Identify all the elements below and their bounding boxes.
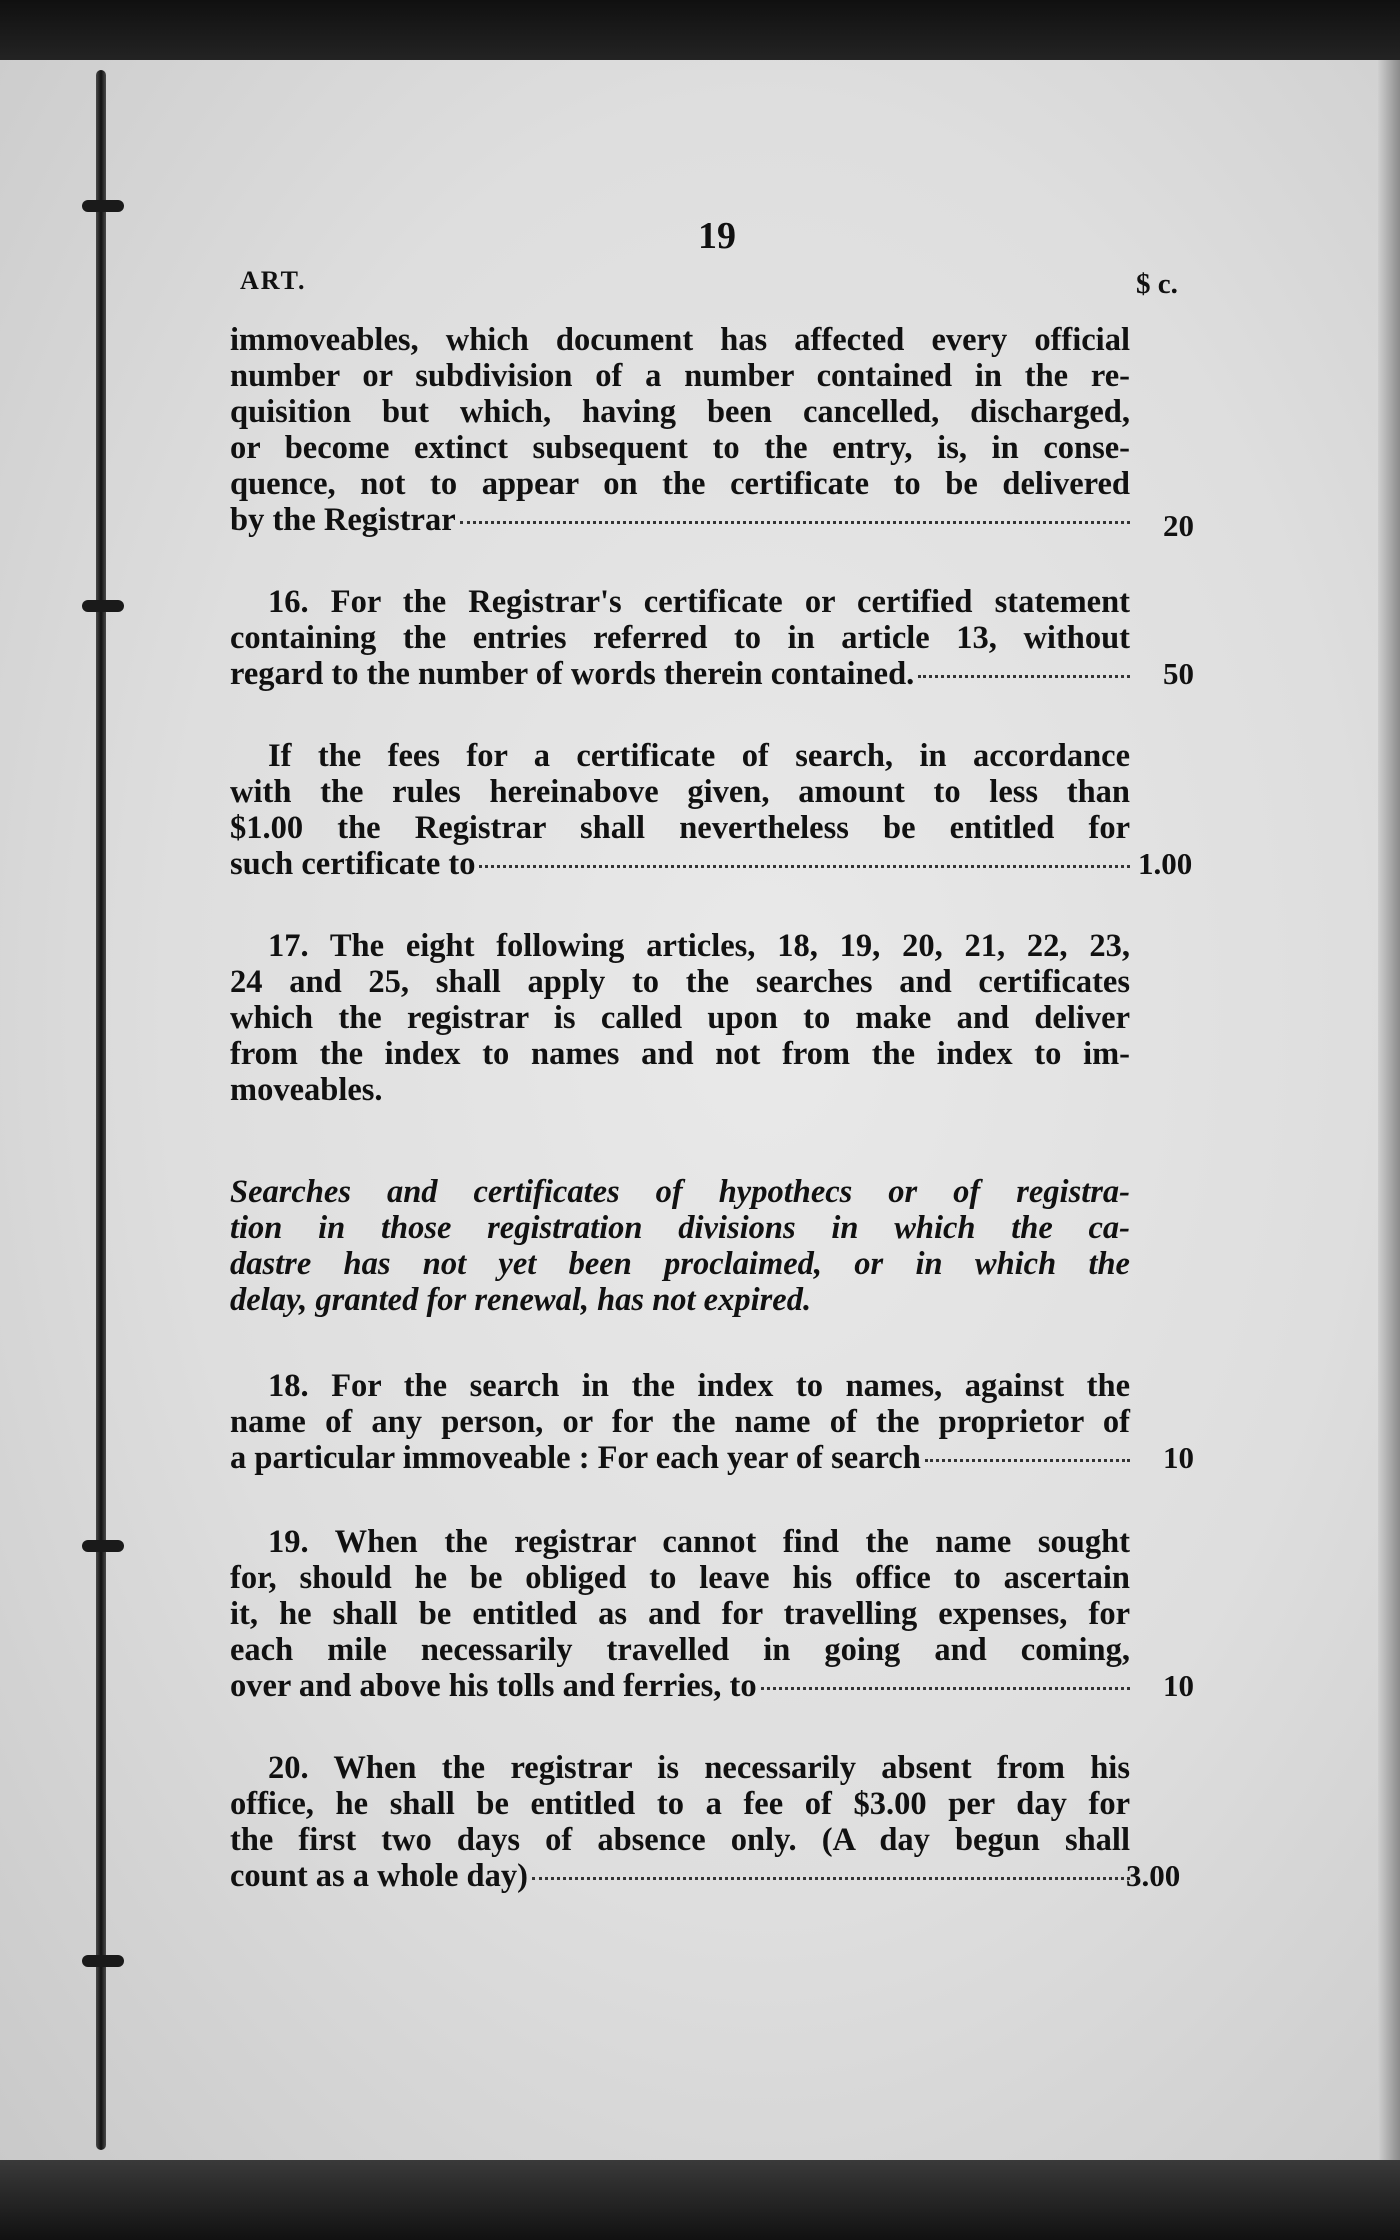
text-line: 18. For the search in the index to names, against the — [268, 1368, 1130, 1404]
article-column-label: ART. — [240, 266, 307, 295]
article-16 — [230, 584, 1130, 692]
dot-leader — [761, 1686, 1130, 1690]
dot-leader — [918, 674, 1130, 678]
article-18 — [230, 1368, 1130, 1476]
fee-amount: 50 — [1163, 656, 1194, 691]
page-number: 19 — [698, 215, 736, 257]
fee-amount: 20 — [1163, 508, 1194, 543]
leader-line — [230, 1858, 1130, 1894]
article-17 — [230, 928, 1130, 1108]
text-line: 20. When the registrar is necessarily absent from his — [268, 1750, 1130, 1786]
dot-leader — [479, 864, 1130, 868]
leader-line — [230, 1668, 1130, 1704]
text-line: If the fees for a certificate of search, in accordance — [268, 738, 1130, 774]
fee-amount: 1.00 — [1138, 846, 1193, 881]
leader-text: count as a whole day) — [230, 1858, 528, 1894]
amount-column-label: $ c. — [1136, 268, 1178, 300]
text-line: quence, not to appear on the certificate to be delivered — [230, 466, 1130, 502]
text-line: 19. When the registrar cannot find the name sought — [268, 1524, 1130, 1560]
text-line: dastre has not yet been proclaimed, or in which the — [230, 1246, 1130, 1282]
text-line: delay, granted for renewal, has not expired. — [230, 1282, 812, 1318]
text-line: 17. The eight following articles, 18, 19, 20, 21, 22, 23, — [268, 928, 1130, 964]
article-19 — [230, 1524, 1130, 1704]
dot-leader — [460, 520, 1130, 524]
leader-text: over and above his tolls and ferries, to — [230, 1668, 757, 1704]
leader-line — [230, 846, 1130, 882]
fee-amount: 10 — [1163, 1440, 1194, 1475]
text-line: for, should he be obliged to leave his office to ascertain — [230, 1560, 1130, 1596]
text-line: $1.00 the Registrar shall nevertheless be entitled for — [230, 810, 1130, 846]
text-line: 24 and 25, shall apply to the searches and certificates — [230, 964, 1130, 1000]
fee-amount: 3.00 — [1126, 1858, 1181, 1893]
text-line: 16. For the Registrar's certificate or certified statement — [268, 584, 1130, 620]
leader-text: a particular immoveable : For each year of search — [230, 1440, 921, 1476]
text-line: with the rules hereinabove given, amount to less than — [230, 774, 1130, 810]
text-line: which the registrar is called upon to make and deliver — [230, 1000, 1130, 1036]
leader-text: by the Registrar — [230, 502, 456, 538]
text-line: from the index to names and not from the index to im- — [230, 1036, 1130, 1072]
text-line: number or subdivision of a number contained in the re- — [230, 358, 1130, 394]
text-line: tion in those registration divisions in which the ca- — [230, 1210, 1130, 1246]
leader-line — [230, 656, 1130, 692]
text-line: name of any person, or for the name of the proprietor of — [230, 1404, 1130, 1440]
text-line: Searches and certificates of hypothecs or of registra- — [230, 1174, 1130, 1210]
dot-leader — [532, 1876, 1130, 1880]
text-line: office, he shall be entitled to a fee of $3.00 per day for — [230, 1786, 1130, 1822]
leader-line — [230, 1440, 1130, 1476]
section-heading — [230, 1174, 1130, 1318]
dot-leader — [925, 1458, 1130, 1462]
article-20 — [230, 1750, 1130, 1894]
leader-text: such certificate to — [230, 846, 476, 882]
text-line: it, he shall be entitled as and for travelling expenses, for — [230, 1596, 1130, 1632]
text-line: each mile necessarily travelled in going and coming, — [230, 1632, 1130, 1668]
fee-amount: 10 — [1163, 1668, 1194, 1703]
leader-line — [230, 502, 1130, 538]
text-line: quisition but which, having been cancelled, discharged, — [230, 394, 1130, 430]
text-line: the first two days of absence only. (A day begun shall — [230, 1822, 1130, 1858]
minimum-fee-note — [230, 738, 1130, 882]
text-line: or become extinct subsequent to the entry, is, in conse- — [230, 430, 1130, 466]
text-line: moveables. — [230, 1072, 383, 1108]
text-line: containing the entries referred to in article 13, without — [230, 620, 1130, 656]
entry-continuation — [230, 322, 1130, 538]
text-line: immoveables, which document has affected every official — [230, 322, 1130, 358]
leader-text: regard to the number of words therein contained. — [230, 656, 915, 692]
